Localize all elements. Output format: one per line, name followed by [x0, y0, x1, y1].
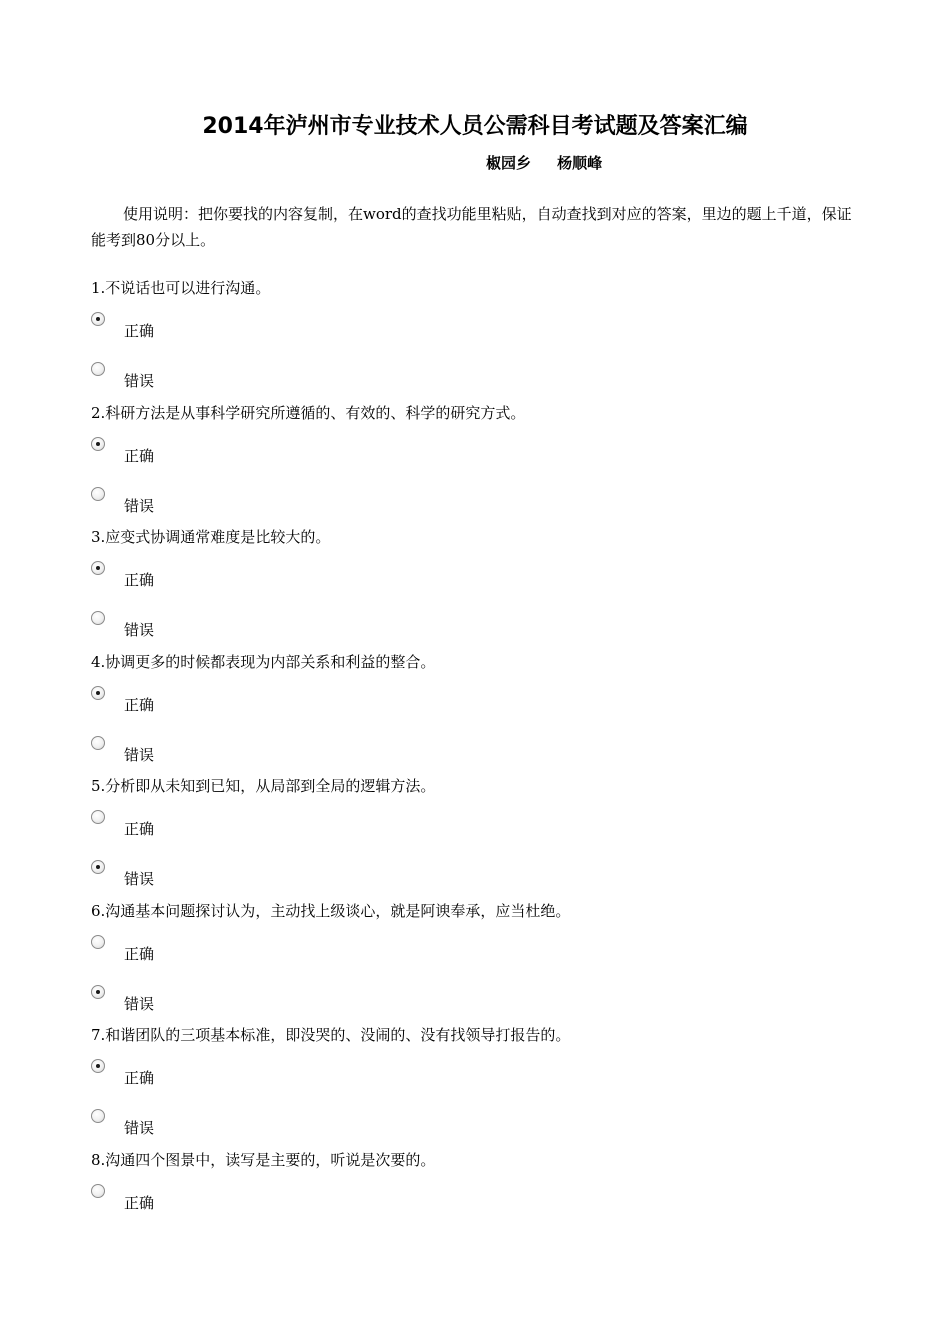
option-label: 正确: [124, 695, 155, 714]
answer-option[interactable]: [91, 1059, 391, 1089]
radio-unchecked-icon[interactable]: [91, 611, 105, 625]
instructions-paragraph: 使用说明：把你要找的内容复制，在word的查找功能里粘贴，自动查找到对应的答案，里边的题上千道，保证能考到80分以上。: [91, 205, 852, 249]
radio-unchecked-icon[interactable]: [91, 487, 105, 501]
author-line: 椒园乡 杨顺峰: [486, 154, 603, 172]
option-label: 正确: [124, 446, 155, 465]
option-label: 错误: [124, 870, 155, 888]
answer-option[interactable]: [91, 810, 391, 840]
option-label: 错误: [124, 496, 155, 515]
question-text: 3.应变式协调通常难度是比较大的。: [91, 528, 331, 546]
radio-checked-icon[interactable]: [91, 312, 105, 326]
answer-option[interactable]: [91, 935, 391, 965]
radio-checked-icon[interactable]: [91, 860, 105, 874]
answer-option[interactable]: [91, 985, 391, 1015]
radio-checked-icon[interactable]: [91, 561, 105, 575]
question-text: 5.分析即从未知到已知，从局部到全局的逻辑方法。: [91, 777, 436, 795]
option-label: 错误: [124, 1119, 155, 1137]
radio-checked-icon[interactable]: [91, 686, 105, 700]
answer-option[interactable]: [91, 362, 391, 392]
answer-option[interactable]: [91, 487, 391, 517]
question-text: 4.协调更多的时候都表现为内部关系和利益的整合。: [91, 652, 436, 671]
question-text: 2.科研方法是从事科学研究所遵循的、有效的、科学的研究方式。: [91, 403, 526, 422]
answer-option[interactable]: [91, 312, 391, 342]
option-label: 正确: [124, 944, 155, 963]
answer-option[interactable]: [91, 561, 391, 591]
option-label: 正确: [124, 1069, 155, 1087]
answer-option[interactable]: [91, 437, 391, 467]
answer-option[interactable]: [91, 860, 391, 890]
option-label: 正确: [124, 820, 155, 838]
radio-unchecked-icon[interactable]: [91, 1184, 105, 1198]
option-label: 错误: [124, 994, 155, 1013]
answer-option[interactable]: [91, 686, 391, 716]
answer-option[interactable]: [91, 611, 391, 641]
answer-option[interactable]: [91, 1109, 391, 1139]
radio-checked-icon[interactable]: [91, 437, 105, 451]
option-label: 错误: [124, 621, 155, 639]
option-label: 正确: [124, 322, 155, 340]
radio-unchecked-icon[interactable]: [91, 935, 105, 949]
answer-option[interactable]: [91, 1184, 391, 1214]
option-label: 错误: [124, 372, 155, 390]
option-label: 错误: [124, 745, 155, 764]
radio-unchecked-icon[interactable]: [91, 362, 105, 376]
question-text: 6.沟通基本问题探讨认为，主动找上级谈心，就是阿谀奉承，应当杜绝。: [91, 901, 571, 920]
question-text: 8.沟通四个图景中，读写是主要的，听说是次要的。: [91, 1150, 436, 1169]
question-text: 7.和谐团队的三项基本标准，即没哭的、没闹的、没有找领导打报告的。: [91, 1026, 571, 1044]
radio-checked-icon[interactable]: [91, 985, 105, 999]
question-text: 1.不说话也可以进行沟通。: [91, 279, 271, 297]
radio-checked-icon[interactable]: [91, 1059, 105, 1073]
radio-unchecked-icon[interactable]: [91, 1109, 105, 1123]
option-label: 正确: [124, 1193, 155, 1212]
document-title: 2014年泸州市专业技术人员公需科目考试题及答案汇编: [202, 114, 748, 139]
radio-unchecked-icon[interactable]: [91, 736, 105, 750]
radio-unchecked-icon[interactable]: [91, 810, 105, 824]
option-label: 正确: [124, 571, 155, 589]
answer-option[interactable]: [91, 736, 391, 766]
